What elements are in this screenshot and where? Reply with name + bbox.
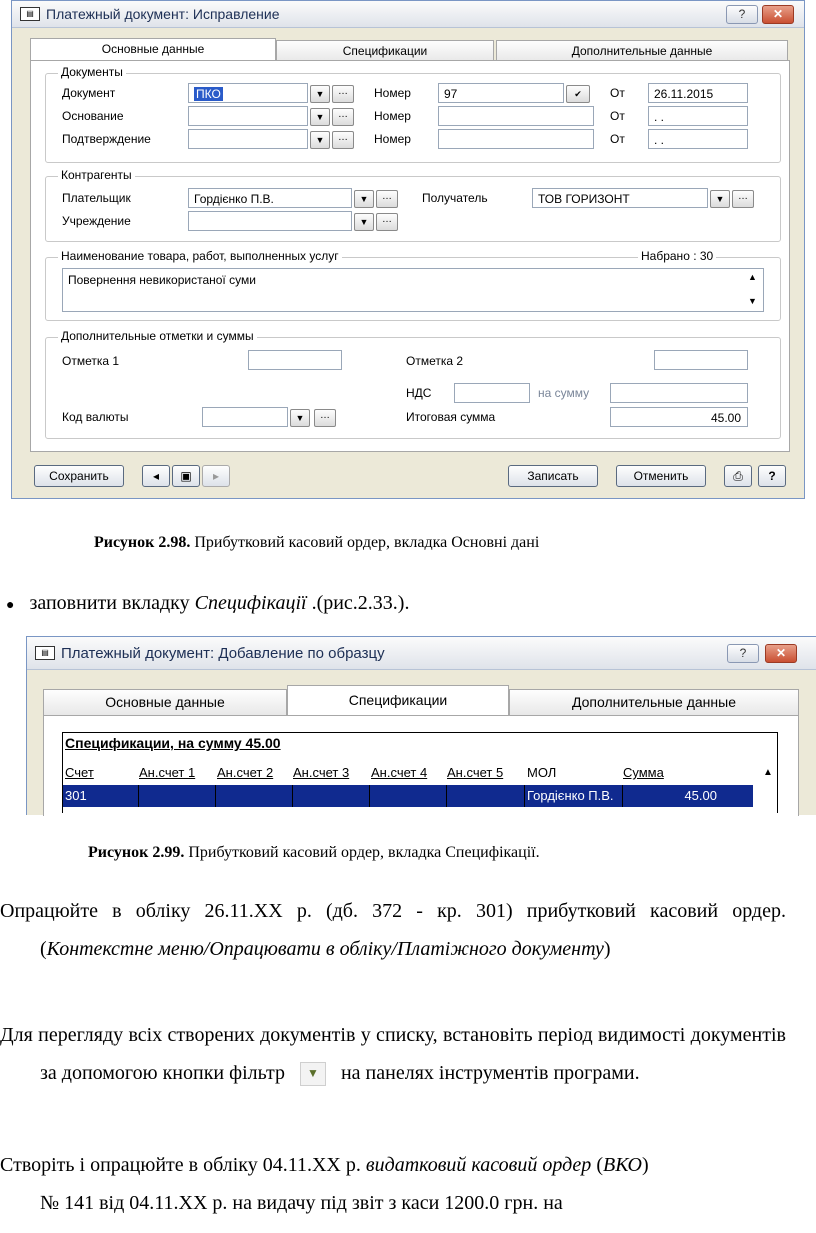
confirmation-select-button[interactable]: … <box>332 131 354 149</box>
number-label-1: Номер <box>374 86 411 100</box>
col-an4[interactable]: Ан.счет 4 <box>371 765 428 780</box>
cell-account: 301 <box>63 785 139 807</box>
filter-icon: ▼ <box>307 1066 319 1081</box>
confirmation-dropdown[interactable]: ▼ <box>310 131 330 149</box>
para3-italic2: ВКО <box>602 1154 642 1176</box>
grid-scroll-up-icon[interactable]: ▲ <box>763 767 773 778</box>
para3-text2: ( <box>591 1154 603 1176</box>
para1-italic: Контекстне меню/Опрацювати в обліку/Платіжного документу <box>46 938 604 960</box>
payer-dropdown[interactable]: ▼ <box>354 190 374 208</box>
total-field[interactable]: 45.00 <box>610 407 748 427</box>
confirmation-number-field[interactable] <box>438 129 594 149</box>
document-arrow-icon: ▣ <box>180 469 192 483</box>
form-icon-2: ▤ <box>35 646 55 660</box>
bullet-post: .(рис.2.33.). <box>306 592 410 614</box>
tab-specifications[interactable]: Спецификации <box>276 40 494 61</box>
write-button[interactable]: Записать <box>508 465 598 487</box>
scroll-up-icon[interactable]: ▲ <box>748 272 757 282</box>
paragraph-1 <box>0 892 786 968</box>
basis-number-field[interactable] <box>438 106 594 126</box>
bullet-italic: Специфікації <box>194 592 307 614</box>
form-icon: ▤ <box>20 7 40 21</box>
tab-main-data[interactable]: Основные данные <box>30 38 276 62</box>
prev-button[interactable] <box>142 465 170 487</box>
window2-title: Платежный документ: Добавление по образцу <box>61 645 385 662</box>
col-an1[interactable]: Ан.счет 1 <box>139 765 196 780</box>
col-an5[interactable]: Ан.счет 5 <box>447 765 504 780</box>
spec-heading: Спецификации, на сумму 45.00 <box>65 735 281 751</box>
number-confirm-button[interactable]: ✔ <box>566 85 590 103</box>
goods-group-title: Наименование товара, работ, выполненных услуг <box>58 249 342 263</box>
paragraph-3-line2: № 141 від 04.11.ХХ р. на видачу під звіт з каси 1200.0 грн. на <box>40 1192 563 1214</box>
document-field[interactable] <box>188 83 308 103</box>
title-bar-2 <box>27 637 816 670</box>
help-button[interactable]: ? <box>758 465 786 487</box>
cell-an1 <box>139 785 216 807</box>
date-label-3: От <box>610 132 625 146</box>
confirmation-field[interactable] <box>188 129 308 149</box>
receiver-select-button[interactable]: … <box>732 190 754 208</box>
number-label-3: Номер <box>374 132 411 146</box>
payer-field[interactable]: Гордієнко П.В. <box>188 188 352 208</box>
documents-group <box>45 65 781 163</box>
spec-window <box>26 636 816 815</box>
bullet-item <box>6 584 409 625</box>
col-sum[interactable]: Сумма <box>623 765 664 780</box>
cancel-button[interactable]: Отменить <box>616 465 706 487</box>
currency-label: Код валюты <box>62 410 129 424</box>
institution-field[interactable] <box>188 211 352 231</box>
tab2-main-data[interactable]: Основные данные <box>43 689 287 715</box>
confirmation-label: Подтверждение <box>62 132 151 146</box>
print-preview-button[interactable] <box>172 465 200 487</box>
tab-additional-data[interactable]: Дополнительные данные <box>496 40 788 61</box>
payer-label: Плательщик <box>62 191 131 205</box>
close-button[interactable]: ✕ <box>762 5 794 24</box>
goods-text: Повернення невикористаної суми <box>68 273 256 287</box>
mark2-label: Отметка 2 <box>406 354 464 368</box>
tab2-additional-data[interactable]: Дополнительные данные <box>509 689 799 715</box>
cell-mol: Гордієнко П.В. <box>525 785 623 807</box>
paragraph-2 <box>0 1016 786 1092</box>
basis-label: Основание <box>62 109 124 123</box>
number-label-2: Номер <box>374 109 411 123</box>
cell-an3 <box>293 785 370 807</box>
para1-end: ) <box>603 938 611 960</box>
document-select-button[interactable]: … <box>332 85 354 103</box>
document-window <box>11 0 805 499</box>
number-field[interactable]: 97 <box>438 83 564 103</box>
printer-icon: ⎙ <box>733 469 743 483</box>
basis-dropdown[interactable]: ▼ <box>310 108 330 126</box>
bullet-icon: ● <box>6 598 15 613</box>
institution-select-button[interactable]: … <box>376 213 398 231</box>
window-title: Платежный документ: Исправление <box>46 6 280 22</box>
cell-an2 <box>216 785 293 807</box>
basis-field[interactable] <box>188 106 308 126</box>
figure-caption-2 <box>88 844 540 862</box>
date-label-2: От <box>610 109 625 123</box>
receiver-label: Получатель <box>422 191 488 205</box>
close-button-2[interactable]: ✕ <box>765 644 797 663</box>
para3-text1: Створіть і опрацюйте в обліку 04.11.ХХ р. <box>0 1154 366 1176</box>
title-bar <box>12 1 804 28</box>
para2-after: на панелях інструментів програми. <box>340 1062 640 1084</box>
document-dropdown[interactable]: ▼ <box>310 85 330 103</box>
payer-select-button[interactable]: … <box>376 190 398 208</box>
basis-select-button[interactable]: … <box>332 108 354 126</box>
currency-dropdown[interactable]: ▼ <box>290 409 310 427</box>
figure-text-2: Прибутковий касовий ордер, вкладка Специфікації. <box>184 844 540 861</box>
date-field[interactable]: 26.11.2015 <box>648 83 748 103</box>
figure-caption-1 <box>94 534 539 552</box>
cell-sum: 45.00 <box>684 788 717 803</box>
mark2-field[interactable] <box>654 350 748 370</box>
col-an2[interactable]: Ан.счет 2 <box>217 765 274 780</box>
extra-marks-group <box>45 329 781 439</box>
main-data-panel <box>30 60 790 452</box>
save-button[interactable]: Сохранить <box>34 465 124 487</box>
contragents-group <box>45 168 781 242</box>
currency-select-button[interactable]: … <box>314 409 336 427</box>
cell-an5 <box>447 785 525 807</box>
institution-label: Учреждение <box>62 214 131 228</box>
institution-dropdown[interactable]: ▼ <box>354 213 374 231</box>
col-an3[interactable]: Ан.счет 3 <box>293 765 350 780</box>
bullet-text: заповнити вкладку <box>29 592 195 614</box>
arrow-left-icon: ◂ <box>152 469 160 483</box>
help-title-button[interactable]: ? <box>726 5 758 24</box>
receiver-field[interactable]: ТОВ ГОРИЗОНТ <box>532 188 708 208</box>
currency-field[interactable] <box>202 407 288 427</box>
receiver-dropdown[interactable]: ▼ <box>710 190 730 208</box>
total-label: Итоговая сумма <box>406 410 496 424</box>
next-button[interactable] <box>202 465 230 487</box>
help-title-button-2[interactable]: ? <box>727 644 759 663</box>
figure-text-1: Прибутковий касовий ордер, вкладка Основні дані <box>190 534 540 551</box>
figure-number-1: Рисунок 2.98. <box>94 534 191 551</box>
goods-group <box>45 249 781 321</box>
date-label-1: От <box>610 86 625 100</box>
mark1-label: Отметка 1 <box>62 354 120 368</box>
mark1-field[interactable] <box>248 350 342 370</box>
spec-grid <box>62 732 778 813</box>
print-button[interactable] <box>724 465 752 487</box>
arrow-right-icon: ▸ <box>212 469 220 483</box>
para3-italic1: видатковий касовий ордер <box>365 1154 592 1176</box>
vat-sum-field[interactable] <box>610 383 748 403</box>
goods-counter: Набрано : 30 <box>638 249 716 263</box>
spec-panel <box>43 715 799 816</box>
document-value: ПКО <box>196 87 221 101</box>
para1-text: Опрацюйте в обліку 26.11.ХХ р. (дб. 372 - кр. 301) прибутковий касовий ордер. ( <box>0 900 786 960</box>
vat-label: НДС <box>406 386 432 400</box>
scroll-down-icon[interactable]: ▼ <box>748 296 757 306</box>
table-row[interactable] <box>63 785 753 807</box>
filter-button[interactable] <box>300 1062 326 1086</box>
col-account[interactable]: Счет <box>65 765 94 780</box>
goods-textarea[interactable] <box>62 268 764 312</box>
basis-date-field[interactable]: . . <box>648 106 748 126</box>
contragents-group-title: Контрагенты <box>58 168 135 182</box>
vat-field[interactable] <box>454 383 530 403</box>
paragraph-3 <box>0 1146 786 1184</box>
document-label: Документ <box>62 86 116 100</box>
para3-text3: ) <box>642 1154 649 1176</box>
confirmation-date-field[interactable]: . . <box>648 129 748 149</box>
para2-text: Для перегляду всіх створених документів у списку, встановіть період видимості документів за допомогою кнопки фільтр <box>0 1024 786 1084</box>
col-mol[interactable]: МОЛ <box>527 765 557 780</box>
figure-number-2: Рисунок 2.99. <box>88 844 185 861</box>
on-sum-label: на сумму <box>538 386 590 400</box>
cell-an4 <box>370 785 447 807</box>
extra-group-title: Дополнительные отметки и суммы <box>58 329 257 343</box>
tab2-specifications[interactable]: Спецификации <box>287 685 509 716</box>
documents-group-title: Документы <box>58 65 126 79</box>
